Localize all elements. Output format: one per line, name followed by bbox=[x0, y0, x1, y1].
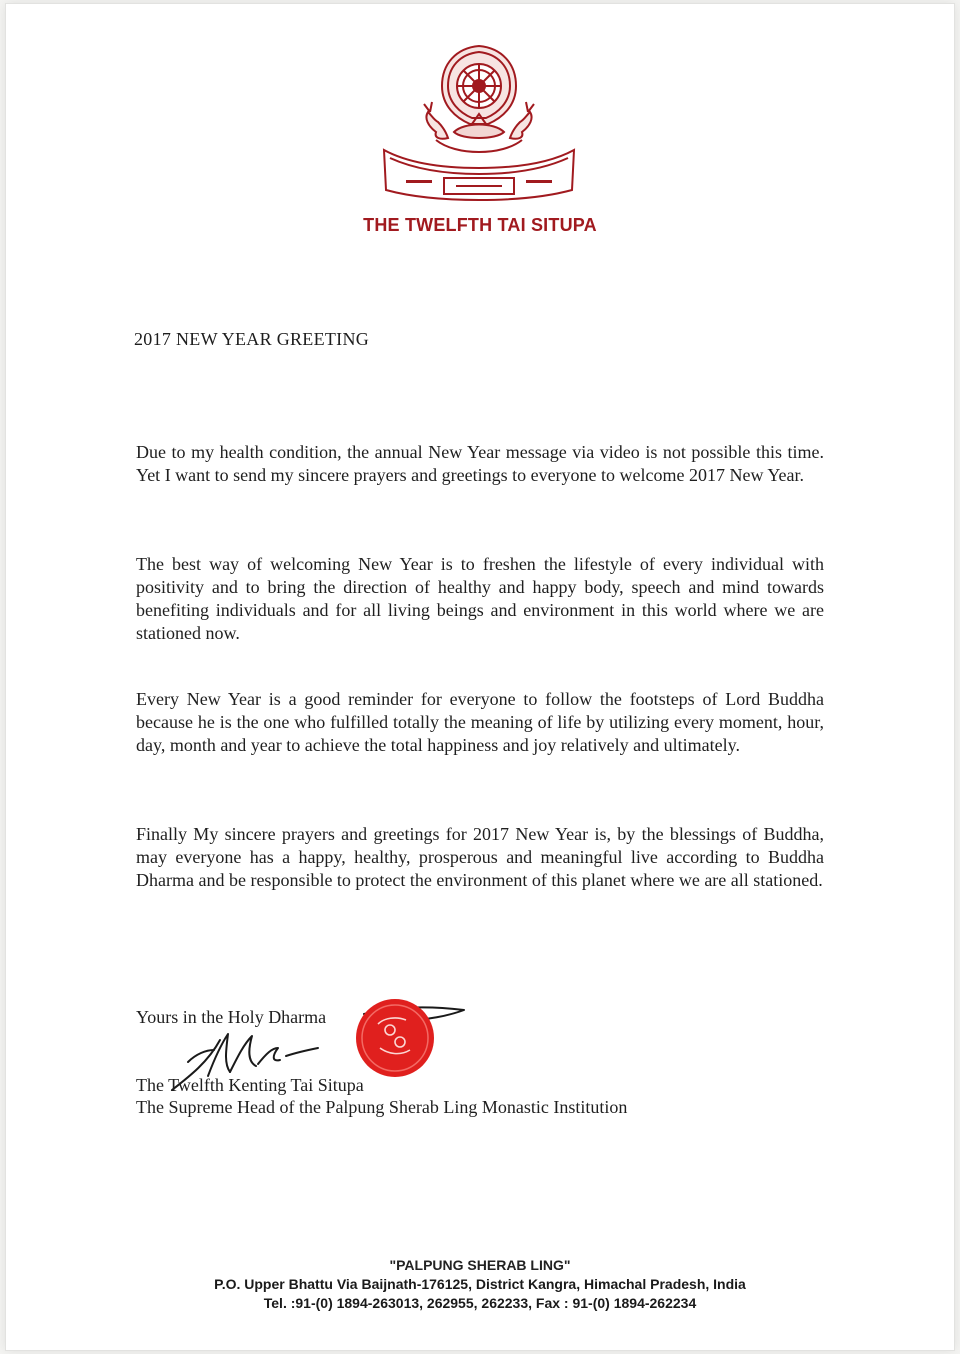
signatory-role: The Supreme Head of the Palpung Sherab Ling Monastic Institution bbox=[136, 1097, 628, 1117]
letterhead-title: THE TWELFTH TAI SITUPA bbox=[363, 215, 597, 235]
body-paragraph-2: The best way of welcoming New Year is to freshen the lifestyle of every individual with positivity and to bring the direction of healthy and happy body, speech and mind towards benefiting individuals and for all living beings and environment in this world where we are stationed now. bbox=[136, 554, 824, 643]
red-seal-stamp bbox=[352, 996, 438, 1080]
body-paragraph-4: Finally My sincere prayers and greetings for 2017 New Year is, by the blessings of Buddha, may everyone has a happy, healthy, prosperous and meaningful live according to Buddha Dharma and be responsible to protect the environment of this planet where we are all stationed. bbox=[136, 824, 824, 890]
greeting-title: 2017 NEW YEAR GREETING bbox=[134, 329, 370, 349]
footer-phone: Tel. :91-(0) 1894-263013, 262955, 262233, Fax : 91-(0) 1894-262234 bbox=[263, 1295, 697, 1311]
dharma-wheel-emblem-icon bbox=[376, 40, 582, 206]
body-paragraph-3: Every New Year is a good reminder for everyone to follow the footsteps of Lord Buddha because he is the one who fulfilled totally the meaning of life by utilizing every moment, hour, day, month and year to achieve the total happiness and joy relatively and ultimately. bbox=[136, 689, 824, 755]
signatory-name: The Twelfth Kenting Tai Situpa bbox=[136, 1075, 364, 1095]
footer-org-name: "PALPUNG SHERAB LING" bbox=[389, 1257, 571, 1273]
body-paragraph-1: Due to my health condition, the annual New Year message via video is not possible this time. Yet I want to send my sincere prayers and greetings to everyone to welcome 2017 New Year. bbox=[136, 442, 824, 485]
closing-line: Yours in the Holy Dharma bbox=[136, 1007, 327, 1027]
footer-address: P.O. Upper Bhattu Via Baijnath-176125, District Kangra, Himachal Pradesh, India bbox=[214, 1276, 746, 1292]
